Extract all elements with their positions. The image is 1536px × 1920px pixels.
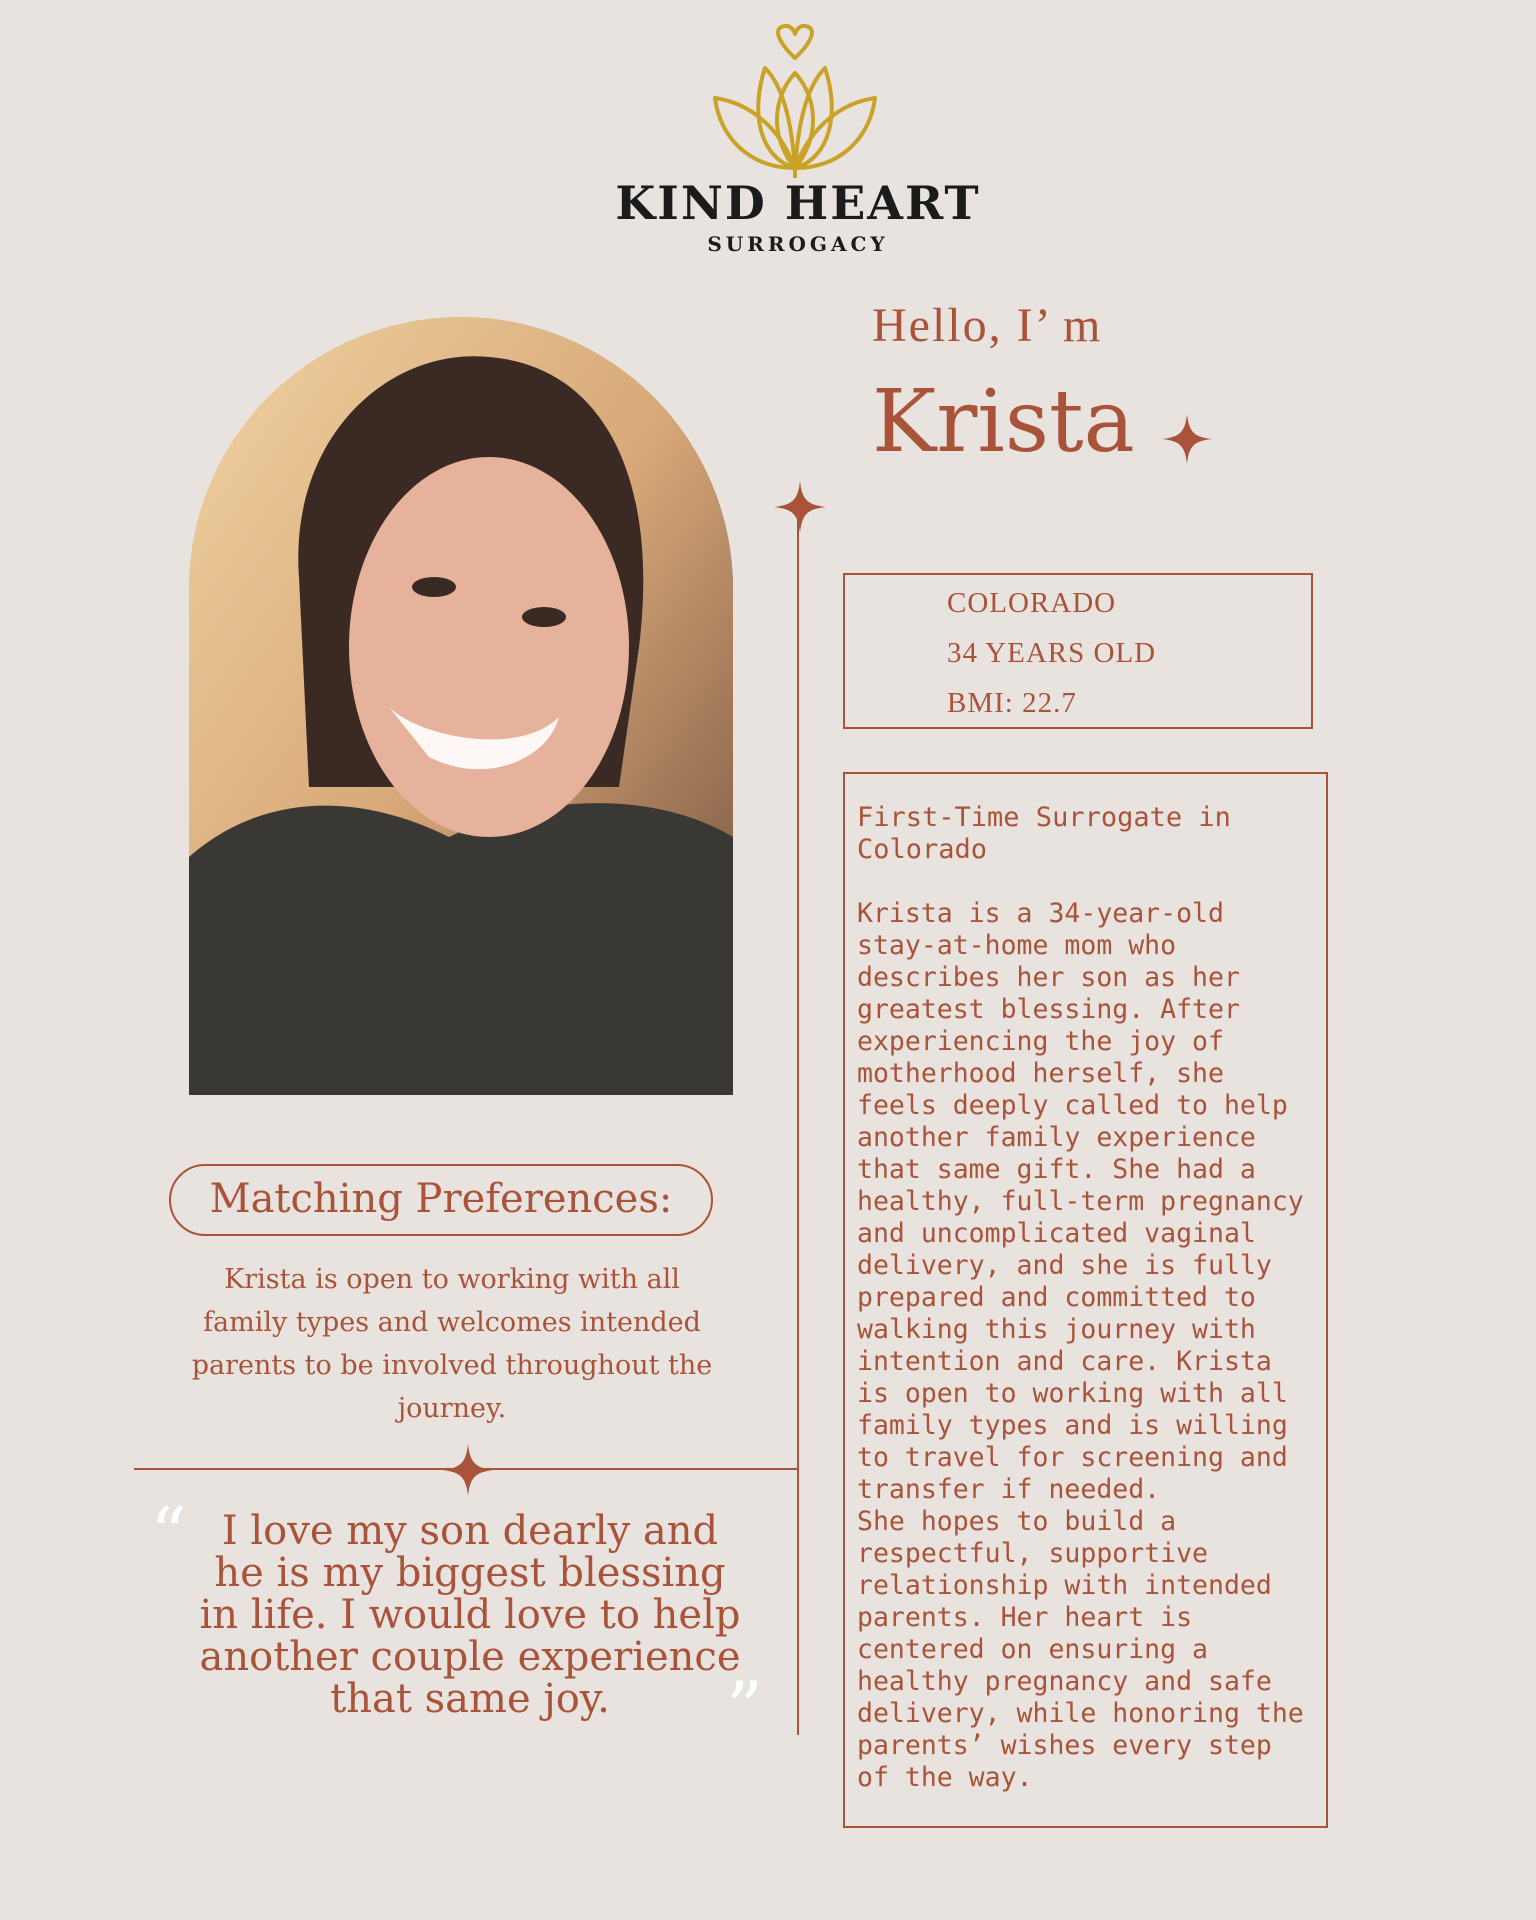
sparkle-icon [442,1444,494,1496]
facts-box [843,573,1313,729]
fact-location: COLORADO [947,587,1117,619]
fact-bmi: BMI: 22.7 [947,687,1077,719]
matching-preferences-text: Krista is open to working with all family types and welcomes intended parents to be involved throughout the journey. [191,1264,713,1424]
close-quote-icon: ” [726,1666,763,1750]
surrogate-name: Krista [872,372,1135,472]
brand-name: KIND HEART [615,176,981,230]
matching-preferences-title: Matching Preferences: [169,1164,713,1236]
quote-text: I love my son dearly and he is my biggest blessing in life. I would love to help another couple experience that same joy. [199,1508,741,1722]
fact-age: 34 YEARS OLD [947,637,1157,669]
sparkle-icon [774,481,826,533]
lotus-heart-logo-icon [710,18,880,178]
greeting: Hello, I’ m [872,299,1103,352]
profile-photo [189,317,733,1095]
vertical-divider [797,520,799,1735]
bio-heading: First-Time Surrogate in Colorado [857,802,1231,865]
bio-box [843,772,1328,1828]
sparkle-icon [1162,414,1212,464]
brand-tagline: SURROGACY [707,232,889,256]
bio-text: Krista is a 34-year-old stay-at-home mom who describes her son as her greatest blessing. After experiencing the joy of motherhood herself, she feels deeply called to help another family experience that same gift. She had a healthy, full-term pregnancy and uncomplicated vaginal delivery, and she is fully prepared and committed to walking this journey with intention and care. Krista is open to working with all family types and is willing to travel for screening and transfer if needed. She hopes to build a respectful, supportive relationship with intended parents. Her heart is centered on ensuring a healthy pregnancy and safe delivery, while honoring the parents’ wishes every step of the way. [857,898,1304,1793]
open-quote-icon: “ [150,1492,187,1576]
